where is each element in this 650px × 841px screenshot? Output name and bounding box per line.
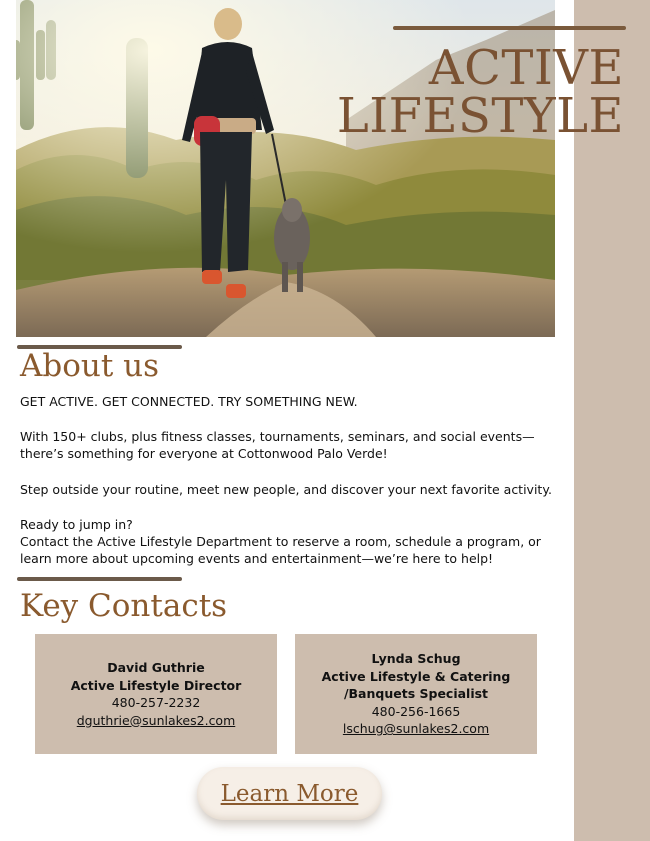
contact-card-schug bbox=[295, 634, 537, 754]
contact-email-link[interactable]: dguthrie@sunlakes2.com bbox=[76, 712, 236, 728]
hero-title bbox=[300, 40, 624, 144]
contact-title-continued: /Banquets Specialist bbox=[343, 686, 489, 702]
hero-title-line1: ACTIVE bbox=[428, 40, 624, 96]
contacts-heading: Key Contacts bbox=[20, 588, 228, 624]
contact-phone: 480-256-1665 bbox=[371, 703, 461, 719]
about-paragraph-ready: Ready to jump in? bbox=[20, 517, 133, 532]
contact-name: David Guthrie bbox=[107, 660, 205, 675]
about-tagline: GET ACTIVE. GET CONNECTED. TRY SOMETHING NEW. bbox=[20, 394, 358, 409]
about-heading: About us bbox=[20, 348, 160, 384]
contact-card-guthrie bbox=[35, 634, 277, 754]
hero-title-rule bbox=[393, 26, 626, 30]
contacts-rule bbox=[17, 577, 182, 581]
about-paragraph-routine: Step outside your routine, meet new people, and discover your next favorite activity. bbox=[20, 482, 552, 497]
learn-more-button[interactable]: Learn More bbox=[197, 767, 382, 820]
contact-phone: 480-257-2232 bbox=[111, 695, 201, 710]
contact-title: Active Lifestyle Director bbox=[70, 677, 242, 693]
contact-email-link[interactable]: lschug@sunlakes2.com bbox=[342, 721, 490, 737]
about-paragraph-contact: Contact the Active Lifestyle Department to reserve a room, schedule a program, or learn more about upcoming events and entertainment—we’re here to help! bbox=[20, 534, 541, 566]
about-paragraph-clubs: With 150+ clubs, plus fitness classes, tournaments, seminars, and social events—there’s something for everyone at Cottonwood Palo Verde! bbox=[20, 429, 535, 461]
contact-title: Active Lifestyle & Catering bbox=[321, 668, 511, 684]
contact-name: Lynda Schug bbox=[371, 651, 461, 667]
hero-title-line2: LIFESTYLE bbox=[336, 88, 624, 144]
